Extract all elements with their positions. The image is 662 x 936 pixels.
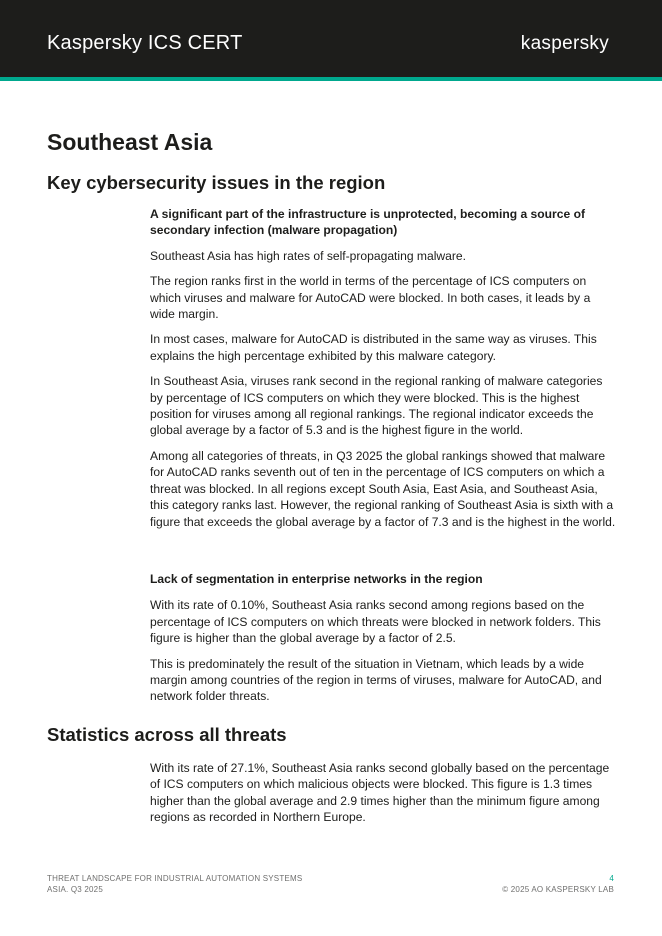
header-accent-stripe [0,77,662,81]
page-number: 4 [609,874,614,883]
footer-line-2: ASIA. Q3 2025 [47,885,103,894]
issue1-paragraph-2: The region ranks first in the world in terms of the percentage of ICS computers on which viruses and malware for AutoCAD were blocked. In both cases, it leads by a wide margin. [150,274,591,322]
stats-paragraph: With its rate of 27.1%, Southeast Asia ranks second globally based on the percentage of ICS computers on which malicious objects were blocked. This figure is 1.3 times higher than the global average and 2.9 times higher than the minimum figure among regions as recorded in Northern Europe. [150,761,610,825]
report-brand-title: Kaspersky ICS CERT [47,32,243,54]
stats-heading: Statistics across all threats [47,724,287,745]
footer-copyright: © 2025 AO KASPERSKY LAB [502,885,614,894]
issue1-paragraph-1: Southeast Asia has high rates of self-propagating malware. [150,248,466,263]
issue1-paragraph-5: Among all categories of threats, in Q3 2025 the global rankings showed that malware for AutoCAD ranks seventh out of ten in the percentage of ICS computers on which a threat was blocked. In all regions except South Asia, East Asia, and Southeast Asia, this category ranks last. However, the regional ranking of Southeast Asia is sixth with a figure that exceeds the global average by a factor of 7.3 and is the highest in the world. [150,448,616,529]
section-title: Southeast Asia [47,129,213,155]
issue2-paragraph-2: This is predominately the result of the situation in Vietnam, which leads by a wide margin among countries of the region in terms of viruses, malware for AutoCAD, and network folder threats. [150,656,602,704]
issue1-heading: A significant part of the infrastructure is unprotected, becoming a source of secondary infection (malware propagation) [150,207,585,238]
stats-block [150,760,616,826]
issue1-block [150,206,616,530]
footer-line-1: THREAT LANDSCAPE FOR INDUSTRIAL AUTOMATION SYSTEMS [47,874,303,883]
page-header [0,0,662,77]
issues-heading: Key cybersecurity issues in the region [47,172,386,193]
issue1-paragraph-4: In Southeast Asia, viruses rank second in the regional ranking of malware categories by percentage of ICS computers on which they were blocked. This is the highest position for viruses among all regional rankings. The regional indicator exceeds the global average by a factor of 5.3 and is the highest figure in the world. [150,374,603,438]
issue2-paragraph-1: With its rate of 0.10%, Southeast Asia ranks second among regions based on the percentage of ICS computers on which threats were blocked in network folders. This figure is higher than the global average by a factor of 2.5. [150,598,601,646]
footer-report-title [47,873,302,895]
issue1-paragraph-3: In most cases, malware for AutoCAD is distributed in the same way as viruses. This explains the high percentage exhibited by this malware category. [150,332,597,363]
issue2-heading: Lack of segmentation in enterprise networks in the region [150,572,483,586]
footer-right [502,873,614,895]
kaspersky-logo: kaspersky [520,33,609,54]
issue2-block [150,571,616,705]
